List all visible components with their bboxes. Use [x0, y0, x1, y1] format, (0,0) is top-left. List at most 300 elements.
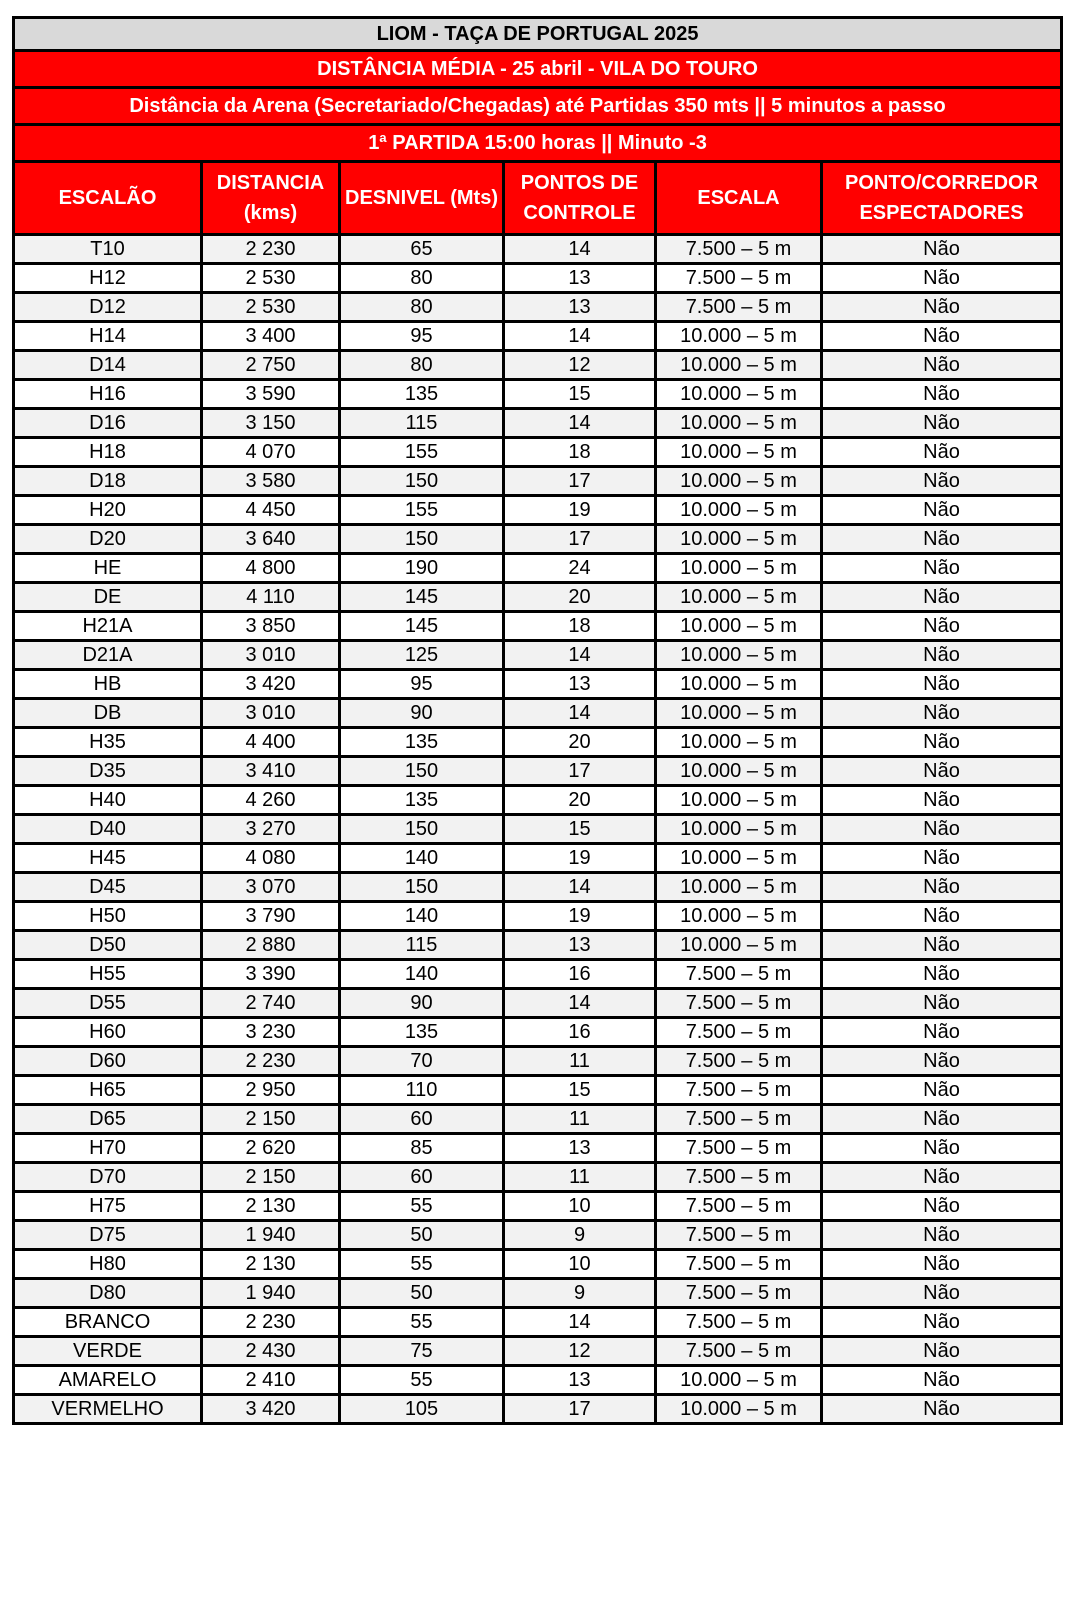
distancia-cell: 3 070: [202, 873, 340, 902]
pontos-cell: 18: [504, 612, 656, 641]
desnivel-cell: 190: [340, 554, 504, 583]
escala-cell: 10.000 – 5 m: [656, 438, 822, 467]
escalao-cell: H20: [14, 496, 202, 525]
escalao-cell: D45: [14, 873, 202, 902]
desnivel-cell: 140: [340, 844, 504, 873]
pontos-cell: 14: [504, 699, 656, 728]
table-row: [14, 293, 1062, 322]
escala-cell: 10.000 – 5 m: [656, 612, 822, 641]
desnivel-cell: 60: [340, 1163, 504, 1192]
pontos-cell: 13: [504, 293, 656, 322]
desnivel-cell: 65: [340, 235, 504, 264]
pontos-cell: 19: [504, 902, 656, 931]
escala-cell: 7.500 – 5 m: [656, 1105, 822, 1134]
pontos-cell: 16: [504, 1018, 656, 1047]
table-row: [14, 641, 1062, 670]
pontos-cell: 12: [504, 351, 656, 380]
table-row: [14, 1308, 1062, 1337]
table-row: [14, 1105, 1062, 1134]
table-row: [14, 786, 1062, 815]
course-table: [12, 16, 1063, 1425]
arena-distance-info: Distância da Arena (Secretariado/Chegadas) até Partidas 350 mts || 5 minutos a passo: [14, 88, 1062, 125]
pontos-cell: 13: [504, 1134, 656, 1163]
espectadores-cell: Não: [822, 467, 1062, 496]
pontos-cell: 13: [504, 931, 656, 960]
escala-cell: 7.500 – 5 m: [656, 1018, 822, 1047]
desnivel-cell: 95: [340, 670, 504, 699]
table-row: [14, 1018, 1062, 1047]
espectadores-cell: Não: [822, 1076, 1062, 1105]
distancia-cell: 2 410: [202, 1366, 340, 1395]
escala-cell: 7.500 – 5 m: [656, 960, 822, 989]
distancia-cell: 3 230: [202, 1018, 340, 1047]
desnivel-cell: 135: [340, 728, 504, 757]
table-row: [14, 960, 1062, 989]
table-row: [14, 612, 1062, 641]
espectadores-cell: Não: [822, 612, 1062, 641]
desnivel-cell: 155: [340, 438, 504, 467]
escalao-cell: D20: [14, 525, 202, 554]
escalao-cell: H60: [14, 1018, 202, 1047]
pontos-cell: 20: [504, 583, 656, 612]
escalao-cell: H16: [14, 380, 202, 409]
espectadores-cell: Não: [822, 554, 1062, 583]
espectadores-cell: Não: [822, 1105, 1062, 1134]
desnivel-cell: 150: [340, 757, 504, 786]
pontos-cell: 11: [504, 1105, 656, 1134]
desnivel-cell: 80: [340, 264, 504, 293]
table-row: [14, 844, 1062, 873]
desnivel-cell: 55: [340, 1192, 504, 1221]
escala-cell: 10.000 – 5 m: [656, 496, 822, 525]
distancia-cell: 3 590: [202, 380, 340, 409]
desnivel-cell: 70: [340, 1047, 504, 1076]
escala-cell: 7.500 – 5 m: [656, 235, 822, 264]
escalao-cell: DB: [14, 699, 202, 728]
espectadores-cell: Não: [822, 293, 1062, 322]
espectadores-cell: Não: [822, 1221, 1062, 1250]
event-subtitle: DISTÂNCIA MÉDIA - 25 abril - VILA DO TOURO: [14, 51, 1062, 88]
espectadores-cell: Não: [822, 1337, 1062, 1366]
distancia-cell: 3 270: [202, 815, 340, 844]
table-row: [14, 264, 1062, 293]
distancia-cell: 3 420: [202, 1395, 340, 1424]
desnivel-cell: 80: [340, 351, 504, 380]
desnivel-cell: 50: [340, 1279, 504, 1308]
escalao-cell: D18: [14, 467, 202, 496]
desnivel-cell: 150: [340, 873, 504, 902]
espectadores-cell: Não: [822, 844, 1062, 873]
espectadores-cell: Não: [822, 670, 1062, 699]
desnivel-cell: 105: [340, 1395, 504, 1424]
espectadores-cell: Não: [822, 1192, 1062, 1221]
escalao-cell: D35: [14, 757, 202, 786]
pontos-cell: 9: [504, 1221, 656, 1250]
escala-cell: 10.000 – 5 m: [656, 1366, 822, 1395]
escalao-cell: D40: [14, 815, 202, 844]
table-row: [14, 409, 1062, 438]
pontos-cell: 14: [504, 235, 656, 264]
column-header-escala: ESCALA: [656, 162, 822, 235]
pontos-cell: 14: [504, 409, 656, 438]
espectadores-cell: Não: [822, 989, 1062, 1018]
espectadores-cell: Não: [822, 1395, 1062, 1424]
espectadores-cell: Não: [822, 641, 1062, 670]
desnivel-cell: 150: [340, 525, 504, 554]
pontos-cell: 14: [504, 989, 656, 1018]
column-header-distancia: DISTANCIA (kms): [202, 162, 340, 235]
escala-cell: 7.500 – 5 m: [656, 1047, 822, 1076]
espectadores-cell: Não: [822, 786, 1062, 815]
table-row: [14, 902, 1062, 931]
distancia-cell: 3 150: [202, 409, 340, 438]
table-row: [14, 554, 1062, 583]
pontos-cell: 20: [504, 728, 656, 757]
desnivel-cell: 140: [340, 960, 504, 989]
desnivel-cell: 115: [340, 931, 504, 960]
distancia-cell: 3 400: [202, 322, 340, 351]
distancia-cell: 2 230: [202, 1308, 340, 1337]
escalao-cell: H50: [14, 902, 202, 931]
pontos-cell: 16: [504, 960, 656, 989]
pontos-cell: 14: [504, 873, 656, 902]
table-row: [14, 1192, 1062, 1221]
espectadores-cell: Não: [822, 235, 1062, 264]
column-header-escalao: ESCALÃO: [14, 162, 202, 235]
escala-cell: 7.500 – 5 m: [656, 1134, 822, 1163]
escalao-cell: H45: [14, 844, 202, 873]
espectadores-cell: Não: [822, 873, 1062, 902]
pontos-cell: 9: [504, 1279, 656, 1308]
escalao-cell: H35: [14, 728, 202, 757]
pontos-cell: 18: [504, 438, 656, 467]
espectadores-cell: Não: [822, 1163, 1062, 1192]
pontos-cell: 13: [504, 1366, 656, 1395]
table-row: [14, 1337, 1062, 1366]
espectadores-cell: Não: [822, 1308, 1062, 1337]
escalao-cell: D60: [14, 1047, 202, 1076]
desnivel-cell: 125: [340, 641, 504, 670]
distancia-cell: 2 230: [202, 1047, 340, 1076]
pontos-cell: 12: [504, 1337, 656, 1366]
table-row: [14, 1221, 1062, 1250]
escala-cell: 10.000 – 5 m: [656, 815, 822, 844]
table-row: [14, 380, 1062, 409]
table-row: [14, 989, 1062, 1018]
distancia-cell: 4 450: [202, 496, 340, 525]
table-row: [14, 1395, 1062, 1424]
pontos-cell: 17: [504, 467, 656, 496]
pontos-cell: 17: [504, 1395, 656, 1424]
distancia-cell: 3 850: [202, 612, 340, 641]
espectadores-cell: Não: [822, 380, 1062, 409]
escalao-cell: HE: [14, 554, 202, 583]
pontos-cell: 20: [504, 786, 656, 815]
escalao-cell: H55: [14, 960, 202, 989]
pontos-cell: 24: [504, 554, 656, 583]
escala-cell: 7.500 – 5 m: [656, 1337, 822, 1366]
escala-cell: 10.000 – 5 m: [656, 583, 822, 612]
results-sheet: [12, 16, 1060, 1425]
desnivel-cell: 95: [340, 322, 504, 351]
table-row: [14, 1279, 1062, 1308]
espectadores-cell: Não: [822, 728, 1062, 757]
distancia-cell: 2 430: [202, 1337, 340, 1366]
pontos-cell: 10: [504, 1192, 656, 1221]
espectadores-cell: Não: [822, 757, 1062, 786]
escalao-cell: D14: [14, 351, 202, 380]
table-row: [14, 525, 1062, 554]
escala-cell: 10.000 – 5 m: [656, 351, 822, 380]
desnivel-cell: 150: [340, 467, 504, 496]
table-row: [14, 1366, 1062, 1395]
escalao-cell: D21A: [14, 641, 202, 670]
escala-cell: 10.000 – 5 m: [656, 322, 822, 351]
column-header-desnivel: DESNIVEL (Mts): [340, 162, 504, 235]
escala-cell: 10.000 – 5 m: [656, 1395, 822, 1424]
table-row: [14, 931, 1062, 960]
table-row: [14, 670, 1062, 699]
desnivel-cell: 55: [340, 1366, 504, 1395]
escalao-cell: D75: [14, 1221, 202, 1250]
escalao-cell: H40: [14, 786, 202, 815]
escala-cell: 7.500 – 5 m: [656, 1250, 822, 1279]
distancia-cell: 1 940: [202, 1221, 340, 1250]
distancia-cell: 2 740: [202, 989, 340, 1018]
desnivel-cell: 85: [340, 1134, 504, 1163]
desnivel-cell: 135: [340, 786, 504, 815]
pontos-cell: 13: [504, 670, 656, 699]
espectadores-cell: Não: [822, 1250, 1062, 1279]
pontos-cell: 14: [504, 322, 656, 351]
distancia-cell: 3 640: [202, 525, 340, 554]
desnivel-cell: 145: [340, 583, 504, 612]
desnivel-cell: 60: [340, 1105, 504, 1134]
espectadores-cell: Não: [822, 1279, 1062, 1308]
distancia-cell: 2 230: [202, 235, 340, 264]
desnivel-cell: 135: [340, 1018, 504, 1047]
escalao-cell: H12: [14, 264, 202, 293]
table-row: [14, 351, 1062, 380]
table-row: [14, 728, 1062, 757]
espectadores-cell: Não: [822, 699, 1062, 728]
distancia-cell: 4 260: [202, 786, 340, 815]
escalao-cell: H65: [14, 1076, 202, 1105]
first-start-row: [14, 125, 1062, 162]
escala-cell: 10.000 – 5 m: [656, 902, 822, 931]
espectadores-cell: Não: [822, 496, 1062, 525]
column-header-pontos: PONTOS DE CONTROLE: [504, 162, 656, 235]
distancia-cell: 2 150: [202, 1163, 340, 1192]
table-row: [14, 235, 1062, 264]
pontos-cell: 13: [504, 264, 656, 293]
desnivel-cell: 115: [340, 409, 504, 438]
subtitle-row: [14, 51, 1062, 88]
distancia-cell: 4 110: [202, 583, 340, 612]
escalao-cell: H18: [14, 438, 202, 467]
escala-cell: 10.000 – 5 m: [656, 728, 822, 757]
column-header-espectadores: PONTO/CORREDOR ESPECTADORES: [822, 162, 1062, 235]
escala-cell: 7.500 – 5 m: [656, 1221, 822, 1250]
distancia-cell: 3 010: [202, 699, 340, 728]
desnivel-cell: 140: [340, 902, 504, 931]
escala-cell: 7.500 – 5 m: [656, 264, 822, 293]
distancia-cell: 3 410: [202, 757, 340, 786]
escalao-cell: VERDE: [14, 1337, 202, 1366]
distancia-cell: 2 530: [202, 293, 340, 322]
pontos-cell: 15: [504, 1076, 656, 1105]
escala-cell: 10.000 – 5 m: [656, 467, 822, 496]
escalao-cell: D80: [14, 1279, 202, 1308]
sheet-title: LIOM - TAÇA DE PORTUGAL 2025: [14, 18, 1062, 51]
escala-cell: 7.500 – 5 m: [656, 1279, 822, 1308]
espectadores-cell: Não: [822, 1018, 1062, 1047]
espectadores-cell: Não: [822, 351, 1062, 380]
espectadores-cell: Não: [822, 1047, 1062, 1076]
distancia-cell: 2 880: [202, 931, 340, 960]
espectadores-cell: Não: [822, 322, 1062, 351]
distancia-cell: 3 420: [202, 670, 340, 699]
table-row: [14, 815, 1062, 844]
table-row: [14, 1047, 1062, 1076]
escalao-cell: D16: [14, 409, 202, 438]
desnivel-cell: 80: [340, 293, 504, 322]
escalao-cell: D50: [14, 931, 202, 960]
escala-cell: 7.500 – 5 m: [656, 1163, 822, 1192]
distancia-cell: 2 130: [202, 1250, 340, 1279]
pontos-cell: 19: [504, 844, 656, 873]
espectadores-cell: Não: [822, 583, 1062, 612]
pontos-cell: 14: [504, 641, 656, 670]
pontos-cell: 11: [504, 1047, 656, 1076]
arena-distance-row: [14, 88, 1062, 125]
pontos-cell: 15: [504, 815, 656, 844]
escala-cell: 10.000 – 5 m: [656, 641, 822, 670]
distancia-cell: 2 950: [202, 1076, 340, 1105]
escalao-cell: D55: [14, 989, 202, 1018]
escalao-cell: BRANCO: [14, 1308, 202, 1337]
distancia-cell: 2 530: [202, 264, 340, 293]
escalao-cell: H75: [14, 1192, 202, 1221]
distancia-cell: 4 800: [202, 554, 340, 583]
table-row: [14, 1250, 1062, 1279]
distancia-cell: 4 080: [202, 844, 340, 873]
table-row: [14, 583, 1062, 612]
table-row: [14, 322, 1062, 351]
escalao-cell: T10: [14, 235, 202, 264]
table-row: [14, 467, 1062, 496]
desnivel-cell: 110: [340, 1076, 504, 1105]
escala-cell: 7.500 – 5 m: [656, 1076, 822, 1105]
desnivel-cell: 50: [340, 1221, 504, 1250]
distancia-cell: 4 400: [202, 728, 340, 757]
distancia-cell: 2 150: [202, 1105, 340, 1134]
escala-cell: 10.000 – 5 m: [656, 786, 822, 815]
espectadores-cell: Não: [822, 902, 1062, 931]
table-row: [14, 1134, 1062, 1163]
escala-cell: 7.500 – 5 m: [656, 1192, 822, 1221]
table-row: [14, 1076, 1062, 1105]
escalao-cell: H21A: [14, 612, 202, 641]
desnivel-cell: 75: [340, 1337, 504, 1366]
espectadores-cell: Não: [822, 960, 1062, 989]
title-row: [14, 18, 1062, 51]
table-row: [14, 438, 1062, 467]
espectadores-cell: Não: [822, 815, 1062, 844]
desnivel-cell: 145: [340, 612, 504, 641]
distancia-cell: 2 750: [202, 351, 340, 380]
table-row: [14, 496, 1062, 525]
escala-cell: 10.000 – 5 m: [656, 844, 822, 873]
distancia-cell: 3 580: [202, 467, 340, 496]
desnivel-cell: 135: [340, 380, 504, 409]
escalao-cell: VERMELHO: [14, 1395, 202, 1424]
escala-cell: 10.000 – 5 m: [656, 699, 822, 728]
desnivel-cell: 90: [340, 989, 504, 1018]
table-row: [14, 699, 1062, 728]
pontos-cell: 17: [504, 757, 656, 786]
escalao-cell: D12: [14, 293, 202, 322]
distancia-cell: 3 390: [202, 960, 340, 989]
pontos-cell: 10: [504, 1250, 656, 1279]
escala-cell: 10.000 – 5 m: [656, 931, 822, 960]
first-start-info: 1ª PARTIDA 15:00 horas || Minuto -3: [14, 125, 1062, 162]
column-header-row: [14, 162, 1062, 235]
desnivel-cell: 155: [340, 496, 504, 525]
espectadores-cell: Não: [822, 409, 1062, 438]
escala-cell: 7.500 – 5 m: [656, 1308, 822, 1337]
table-row: [14, 873, 1062, 902]
desnivel-cell: 55: [340, 1250, 504, 1279]
escalao-cell: H14: [14, 322, 202, 351]
distancia-cell: 3 010: [202, 641, 340, 670]
escala-cell: 10.000 – 5 m: [656, 554, 822, 583]
distancia-cell: 2 620: [202, 1134, 340, 1163]
escalao-cell: D70: [14, 1163, 202, 1192]
espectadores-cell: Não: [822, 1134, 1062, 1163]
espectadores-cell: Não: [822, 525, 1062, 554]
distancia-cell: 2 130: [202, 1192, 340, 1221]
distancia-cell: 1 940: [202, 1279, 340, 1308]
escalao-cell: D65: [14, 1105, 202, 1134]
escalao-cell: H70: [14, 1134, 202, 1163]
pontos-cell: 14: [504, 1308, 656, 1337]
pontos-cell: 17: [504, 525, 656, 554]
escalao-cell: AMARELO: [14, 1366, 202, 1395]
escala-cell: 7.500 – 5 m: [656, 989, 822, 1018]
escalao-cell: HB: [14, 670, 202, 699]
escala-cell: 7.500 – 5 m: [656, 293, 822, 322]
desnivel-cell: 55: [340, 1308, 504, 1337]
distancia-cell: 3 790: [202, 902, 340, 931]
pontos-cell: 15: [504, 380, 656, 409]
espectadores-cell: Não: [822, 931, 1062, 960]
escala-cell: 10.000 – 5 m: [656, 873, 822, 902]
espectadores-cell: Não: [822, 264, 1062, 293]
escala-cell: 10.000 – 5 m: [656, 757, 822, 786]
escalao-cell: H80: [14, 1250, 202, 1279]
escalao-cell: DE: [14, 583, 202, 612]
pontos-cell: 19: [504, 496, 656, 525]
table-row: [14, 1163, 1062, 1192]
escala-cell: 10.000 – 5 m: [656, 380, 822, 409]
desnivel-cell: 150: [340, 815, 504, 844]
pontos-cell: 11: [504, 1163, 656, 1192]
table-body: [14, 235, 1062, 1424]
escala-cell: 10.000 – 5 m: [656, 670, 822, 699]
espectadores-cell: Não: [822, 1366, 1062, 1395]
desnivel-cell: 90: [340, 699, 504, 728]
